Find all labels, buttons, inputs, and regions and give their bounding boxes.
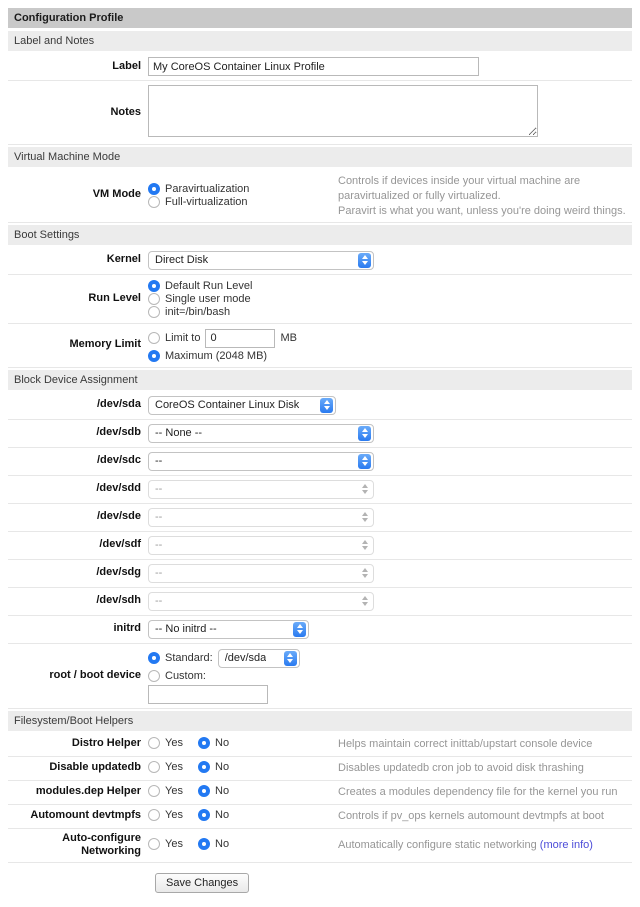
distro-helper-yes-option[interactable] bbox=[148, 737, 183, 749]
modules-dep-yes-option[interactable] bbox=[148, 785, 183, 797]
section-virtual-machine-mode: Virtual Machine Mode bbox=[8, 147, 632, 167]
configuration-profile-form bbox=[8, 8, 632, 893]
vm-mode-help bbox=[338, 172, 632, 219]
dev-sdh-row bbox=[8, 588, 632, 616]
section-label-and-notes: Label and Notes bbox=[8, 31, 632, 51]
maximum-memory-radio[interactable] bbox=[148, 350, 160, 362]
dev-sdd-row bbox=[8, 476, 632, 504]
memory-limit-input[interactable] bbox=[205, 329, 275, 348]
dev-sdh-label: /dev/sdh bbox=[96, 594, 141, 607]
yes-label: Yes bbox=[165, 808, 183, 821]
vm-mode-help-line2: Paravirt is what you want, unless you're doing weird things. bbox=[338, 204, 626, 217]
no-label: No bbox=[215, 837, 230, 850]
standard-root-select-value: /dev/sda bbox=[224, 652, 267, 665]
memory-limit-unit: MB bbox=[280, 332, 297, 345]
default-run-level-radio[interactable] bbox=[148, 280, 160, 292]
distro-helper-row bbox=[8, 733, 632, 757]
modules-dep-helper-label: modules.dep Helper bbox=[35, 785, 141, 798]
select-stepper-icon bbox=[293, 622, 306, 637]
init-bash-label: init=/bin/bash bbox=[165, 305, 231, 318]
init-bash-radio[interactable] bbox=[148, 306, 160, 318]
save-changes-button[interactable]: Save Changes bbox=[155, 873, 249, 893]
paravirtualization-radio[interactable] bbox=[148, 183, 160, 195]
dev-sdf-row bbox=[8, 532, 632, 560]
kernel-label: Kernel bbox=[106, 253, 141, 266]
disable-updatedb-no-option[interactable] bbox=[198, 761, 229, 773]
dev-sdb-select-value: -- None -- bbox=[155, 427, 203, 440]
dev-sdd-select bbox=[148, 480, 374, 499]
select-stepper-icon bbox=[358, 426, 371, 441]
disable-updatedb-yes-radio[interactable] bbox=[148, 761, 160, 773]
select-stepper-icon bbox=[358, 566, 371, 581]
dev-sdc-label: /dev/sdc bbox=[96, 454, 141, 467]
page-title: Configuration Profile bbox=[8, 8, 632, 28]
label-input[interactable] bbox=[148, 57, 479, 76]
save-row bbox=[155, 873, 632, 893]
custom-root-label: Custom: bbox=[165, 669, 206, 682]
standard-root-label: Standard: bbox=[165, 652, 213, 665]
paravirtualization-label: Paravirtualization bbox=[165, 182, 250, 195]
kernel-select[interactable] bbox=[148, 251, 374, 270]
modules-dep-no-option[interactable] bbox=[198, 785, 229, 797]
auto-configure-networking-label: Auto-configure Networking bbox=[62, 831, 141, 858]
automount-devtmpfs-row bbox=[8, 805, 632, 829]
disable-updatedb-yes-option[interactable] bbox=[148, 761, 183, 773]
select-stepper-icon bbox=[358, 594, 371, 609]
distro-helper-help: Helps maintain correct inittab/upstart console device bbox=[338, 737, 593, 750]
yes-label: Yes bbox=[165, 784, 183, 797]
section-block-device-assignment: Block Device Assignment bbox=[8, 370, 632, 390]
label-row bbox=[8, 53, 632, 81]
modules-dep-helper-row bbox=[8, 781, 632, 805]
distro-helper-no-radio[interactable] bbox=[198, 737, 210, 749]
dev-sdh-select bbox=[148, 592, 374, 611]
disable-updatedb-no-radio[interactable] bbox=[198, 761, 210, 773]
dev-sdg-select-value: -- bbox=[155, 567, 163, 580]
dev-sdc-row bbox=[8, 448, 632, 476]
no-label: No bbox=[215, 808, 230, 821]
run-level-option-default[interactable] bbox=[148, 280, 632, 292]
run-level-row bbox=[8, 275, 632, 324]
memory-limit-row bbox=[8, 324, 632, 368]
yes-label: Yes bbox=[165, 760, 183, 773]
dev-sdc-select[interactable] bbox=[148, 452, 374, 471]
auto-configure-networking-no-radio[interactable] bbox=[198, 838, 210, 850]
select-stepper-icon bbox=[358, 454, 371, 469]
dev-sdc-select-value: -- bbox=[155, 455, 163, 468]
select-stepper-icon bbox=[358, 253, 371, 268]
distro-helper-no-option[interactable] bbox=[198, 737, 229, 749]
kernel-row bbox=[8, 247, 632, 275]
root-boot-device-label: root / boot device bbox=[49, 668, 141, 681]
dev-sde-select bbox=[148, 508, 374, 527]
dev-sdb-label: /dev/sdb bbox=[96, 426, 141, 439]
distro-helper-label: Distro Helper bbox=[71, 737, 141, 750]
memory-limit-option-limit-to[interactable] bbox=[148, 329, 632, 348]
root-boot-option-custom[interactable] bbox=[148, 670, 632, 682]
limit-to-label: Limit to bbox=[165, 332, 201, 345]
dev-sdf-select bbox=[148, 536, 374, 555]
more-info-link[interactable]: (more info) bbox=[539, 838, 593, 851]
kernel-select-value: Direct Disk bbox=[155, 254, 209, 267]
auto-configure-networking-yes-radio[interactable] bbox=[148, 838, 160, 850]
disable-updatedb-help: Disables updatedb cron job to avoid disk thrashing bbox=[338, 761, 584, 774]
custom-root-radio[interactable] bbox=[148, 670, 160, 682]
automount-devtmpfs-help: Controls if pv_ops kernels automount devtmpfs at boot bbox=[338, 809, 604, 822]
dev-sdg-label: /dev/sdg bbox=[96, 566, 141, 579]
modules-dep-no-radio[interactable] bbox=[198, 785, 210, 797]
auto-configure-networking-row bbox=[8, 829, 632, 864]
run-level-label: Run Level bbox=[88, 291, 141, 304]
notes-textarea[interactable] bbox=[148, 85, 538, 137]
maximum-memory-label: Maximum (2048 MB) bbox=[165, 349, 268, 362]
no-label: No bbox=[215, 736, 230, 749]
root-boot-device-row bbox=[8, 644, 632, 709]
auto-configure-networking-no-option[interactable] bbox=[198, 838, 229, 850]
notes-row bbox=[8, 81, 632, 145]
select-stepper-icon bbox=[358, 510, 371, 525]
run-level-option-init-bash[interactable] bbox=[148, 306, 632, 318]
dev-sdg-select bbox=[148, 564, 374, 583]
initrd-select-value: -- No initrd -- bbox=[155, 623, 217, 636]
auto-configure-networking-help bbox=[338, 838, 632, 853]
dev-sdb-select[interactable] bbox=[148, 424, 374, 443]
dev-sdg-row bbox=[8, 560, 632, 588]
auto-configure-networking-yes-option[interactable] bbox=[148, 838, 183, 850]
full-virtualization-label: Full-virtualization bbox=[165, 195, 248, 208]
dev-sda-row bbox=[8, 392, 632, 420]
disable-updatedb-label: Disable updatedb bbox=[49, 761, 141, 774]
yes-label: Yes bbox=[165, 837, 183, 850]
select-stepper-icon bbox=[358, 482, 371, 497]
standard-root-select[interactable] bbox=[218, 649, 300, 668]
auto-configure-networking-help-text: Automatically configure static networking bbox=[338, 838, 537, 851]
run-level-option-single-user[interactable] bbox=[148, 293, 632, 305]
select-stepper-icon bbox=[320, 398, 333, 413]
initrd-row bbox=[8, 616, 632, 644]
dev-sda-select-value: CoreOS Container Linux Disk bbox=[155, 399, 300, 412]
label-field-label: Label bbox=[112, 59, 141, 72]
single-user-mode-label: Single user mode bbox=[165, 292, 251, 305]
dev-sdd-select-value: -- bbox=[155, 483, 163, 496]
dev-sdf-select-value: -- bbox=[155, 539, 163, 552]
no-label: No bbox=[215, 784, 230, 797]
vm-mode-help-line1: Controls if devices inside your virtual machine are paravirtualized or fully virtualized. bbox=[338, 175, 581, 202]
default-run-level-label: Default Run Level bbox=[165, 279, 253, 292]
dev-sdh-select-value: -- bbox=[155, 595, 163, 608]
initrd-label: initrd bbox=[113, 622, 141, 635]
distro-helper-yes-radio[interactable] bbox=[148, 737, 160, 749]
root-boot-option-standard[interactable] bbox=[148, 649, 632, 668]
select-stepper-icon bbox=[358, 538, 371, 553]
dev-sde-row bbox=[8, 504, 632, 532]
dev-sde-select-value: -- bbox=[155, 511, 163, 524]
limit-to-radio[interactable] bbox=[148, 332, 160, 344]
vm-mode-option-paravirtualization[interactable] bbox=[148, 183, 338, 195]
yes-label: Yes bbox=[165, 736, 183, 749]
vm-mode-option-full-virtualization[interactable] bbox=[148, 196, 338, 208]
full-virtualization-radio[interactable] bbox=[148, 196, 160, 208]
notes-field-label: Notes bbox=[110, 105, 141, 118]
single-user-mode-radio[interactable] bbox=[148, 293, 160, 305]
automount-devtmpfs-label: Automount devtmpfs bbox=[30, 809, 141, 822]
dev-sdb-row bbox=[8, 420, 632, 448]
memory-limit-label: Memory Limit bbox=[69, 338, 141, 351]
dev-sdf-label: /dev/sdf bbox=[99, 538, 141, 551]
no-label: No bbox=[215, 760, 230, 773]
section-boot-settings: Boot Settings bbox=[8, 225, 632, 245]
dev-sde-label: /dev/sde bbox=[96, 510, 141, 523]
dev-sdd-label: /dev/sdd bbox=[96, 482, 141, 495]
modules-dep-help: Creates a modules dependency file for the kernel you run bbox=[338, 785, 618, 798]
memory-limit-option-maximum[interactable] bbox=[148, 350, 632, 362]
standard-root-radio[interactable] bbox=[148, 652, 160, 664]
select-stepper-icon bbox=[284, 651, 297, 666]
dev-sda-select[interactable] bbox=[148, 396, 336, 415]
modules-dep-yes-radio[interactable] bbox=[148, 785, 160, 797]
vm-mode-label: VM Mode bbox=[92, 188, 141, 201]
disable-updatedb-row bbox=[8, 757, 632, 781]
vm-mode-row bbox=[8, 169, 632, 223]
dev-sda-label: /dev/sda bbox=[96, 398, 141, 411]
custom-root-input[interactable] bbox=[148, 685, 268, 704]
section-filesystem-boot-helpers: Filesystem/Boot Helpers bbox=[8, 711, 632, 731]
initrd-select[interactable] bbox=[148, 620, 309, 639]
